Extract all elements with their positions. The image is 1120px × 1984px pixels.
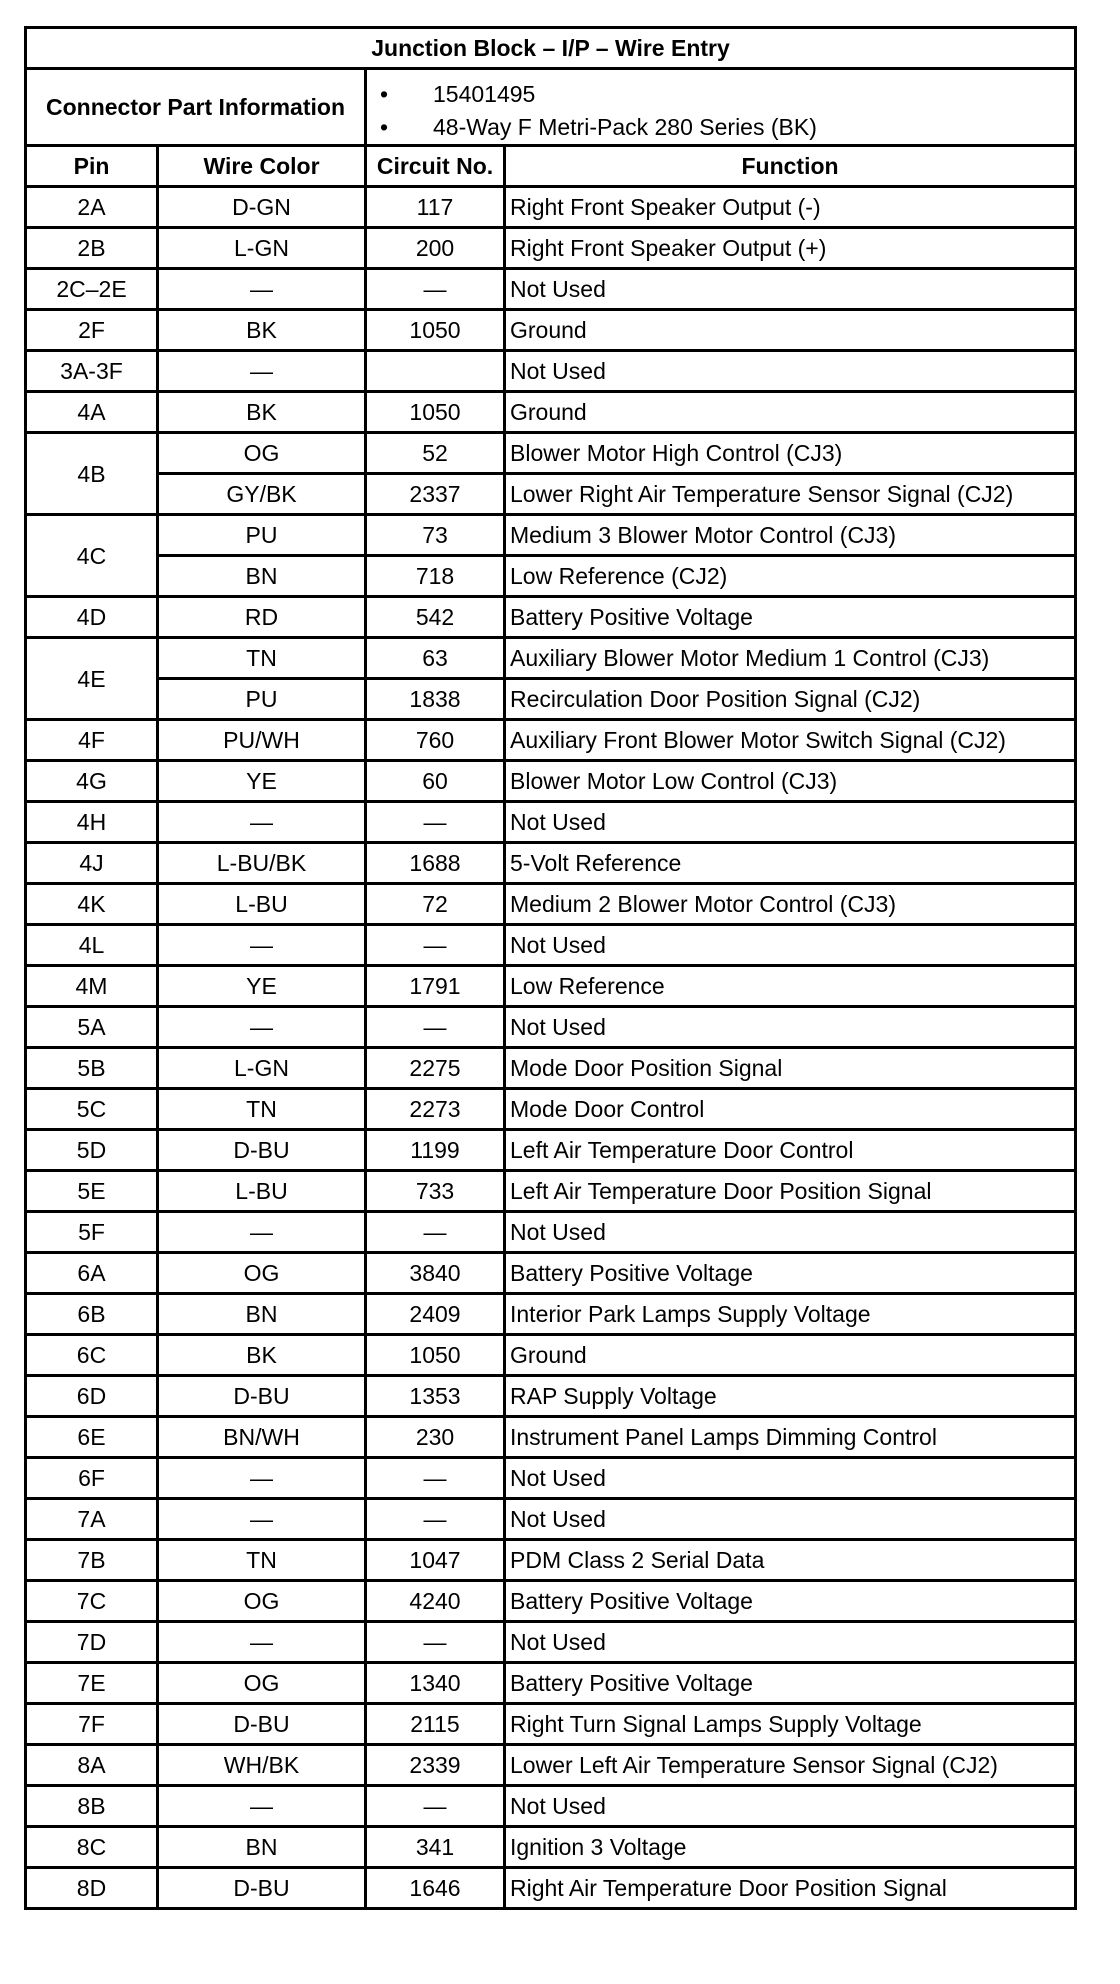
function-cell: Medium 2 Blower Motor Control (CJ3)	[505, 884, 1076, 925]
wire-color-cell: —	[158, 269, 366, 310]
table-row	[26, 269, 1076, 310]
circuit-cell: —	[366, 269, 505, 310]
wire-color-cell: —	[158, 351, 366, 392]
part-info-label: Connector Part Information	[26, 69, 366, 146]
function-cell: Instrument Panel Lamps Dimming Control	[505, 1417, 1076, 1458]
pin-cell: 4F	[26, 720, 158, 761]
wire-color-cell: L-BU	[158, 884, 366, 925]
function-cell: PDM Class 2 Serial Data	[505, 1540, 1076, 1581]
function-cell: RAP Supply Voltage	[505, 1376, 1076, 1417]
pin-cell: 2C–2E	[26, 269, 158, 310]
table-row	[26, 474, 1076, 515]
function-cell: Not Used	[505, 925, 1076, 966]
wire-color-cell: TN	[158, 1540, 366, 1581]
table-row	[26, 1048, 1076, 1089]
pin-cell: 4C	[26, 515, 158, 597]
function-cell: Ground	[505, 1335, 1076, 1376]
circuit-cell: 117	[366, 187, 505, 228]
table-row	[26, 187, 1076, 228]
circuit-cell: —	[366, 802, 505, 843]
pin-cell: 5E	[26, 1171, 158, 1212]
circuit-cell: 1838	[366, 679, 505, 720]
table-row	[26, 1335, 1076, 1376]
wire-color-cell: YE	[158, 761, 366, 802]
wire-color-cell: PU/WH	[158, 720, 366, 761]
function-cell: Low Reference	[505, 966, 1076, 1007]
circuit-cell: 63	[366, 638, 505, 679]
wire-color-cell: —	[158, 1007, 366, 1048]
circuit-cell	[366, 351, 505, 392]
function-cell: Left Air Temperature Door Position Signal	[505, 1171, 1076, 1212]
circuit-cell: 60	[366, 761, 505, 802]
column-header-circuit: Circuit No.	[366, 146, 505, 187]
function-cell: Battery Positive Voltage	[505, 1253, 1076, 1294]
circuit-cell: 200	[366, 228, 505, 269]
pin-cell: 4K	[26, 884, 158, 925]
wire-color-cell: RD	[158, 597, 366, 638]
wire-color-cell: BK	[158, 392, 366, 433]
pin-cell: 7F	[26, 1704, 158, 1745]
wire-color-cell: BN	[158, 1294, 366, 1335]
circuit-cell: 1050	[366, 392, 505, 433]
table-row	[26, 228, 1076, 269]
table-row	[26, 1458, 1076, 1499]
pin-cell: 4L	[26, 925, 158, 966]
pin-cell: 5A	[26, 1007, 158, 1048]
circuit-cell: 2273	[366, 1089, 505, 1130]
wire-color-cell: OG	[158, 433, 366, 474]
table-row	[26, 1827, 1076, 1868]
table-row	[26, 433, 1076, 474]
wire-color-cell: GY/BK	[158, 474, 366, 515]
circuit-cell: 52	[366, 433, 505, 474]
wire-color-cell: BN	[158, 1827, 366, 1868]
column-header-wire-color: Wire Color	[158, 146, 366, 187]
table-row	[26, 1417, 1076, 1458]
pin-cell: 4M	[26, 966, 158, 1007]
circuit-cell: 1340	[366, 1663, 505, 1704]
wire-color-cell: —	[158, 802, 366, 843]
wire-color-cell: —	[158, 1458, 366, 1499]
table-row	[26, 1294, 1076, 1335]
wire-color-cell: —	[158, 1786, 366, 1827]
pin-cell: 7A	[26, 1499, 158, 1540]
function-cell: Interior Park Lamps Supply Voltage	[505, 1294, 1076, 1335]
table-row	[26, 1253, 1076, 1294]
function-cell: Not Used	[505, 1786, 1076, 1827]
pin-cell: 7C	[26, 1581, 158, 1622]
pin-cell: 8D	[26, 1868, 158, 1909]
pin-cell: 7D	[26, 1622, 158, 1663]
function-cell: Ignition 3 Voltage	[505, 1827, 1076, 1868]
table-row	[26, 515, 1076, 556]
wire-color-cell: YE	[158, 966, 366, 1007]
wire-color-cell: —	[158, 1622, 366, 1663]
pin-cell: 4D	[26, 597, 158, 638]
table-row	[26, 351, 1076, 392]
table-row	[26, 884, 1076, 925]
circuit-cell: 3840	[366, 1253, 505, 1294]
part-info-cell	[366, 69, 1076, 146]
circuit-cell: 230	[366, 1417, 505, 1458]
pin-cell: 5C	[26, 1089, 158, 1130]
function-cell: Low Reference (CJ2)	[505, 556, 1076, 597]
function-cell: Right Air Temperature Door Position Signal	[505, 1868, 1076, 1909]
pin-cell: 4H	[26, 802, 158, 843]
wire-color-cell: L-GN	[158, 1048, 366, 1089]
circuit-cell: 73	[366, 515, 505, 556]
table-row	[26, 1007, 1076, 1048]
pin-cell: 7E	[26, 1663, 158, 1704]
table-row	[26, 597, 1076, 638]
wire-color-cell: PU	[158, 679, 366, 720]
wire-color-cell: BN	[158, 556, 366, 597]
pin-cell: 8B	[26, 1786, 158, 1827]
wire-color-cell: L-GN	[158, 228, 366, 269]
pin-cell: 3A-3F	[26, 351, 158, 392]
pin-cell: 4G	[26, 761, 158, 802]
circuit-cell: 542	[366, 597, 505, 638]
table-row	[26, 1171, 1076, 1212]
table-title: Junction Block – I/P – Wire Entry	[26, 28, 1076, 69]
table-row	[26, 310, 1076, 351]
table-row	[26, 1704, 1076, 1745]
part-number: • 15401495	[433, 78, 1070, 111]
wire-color-cell: BK	[158, 310, 366, 351]
pin-cell: 7B	[26, 1540, 158, 1581]
wire-color-cell: OG	[158, 1253, 366, 1294]
function-cell: Lower Left Air Temperature Sensor Signal (CJ2)	[505, 1745, 1076, 1786]
function-cell: Right Front Speaker Output (+)	[505, 228, 1076, 269]
pin-cell: 8A	[26, 1745, 158, 1786]
circuit-cell: —	[366, 1458, 505, 1499]
wire-color-cell: L-BU	[158, 1171, 366, 1212]
pin-cell: 2A	[26, 187, 158, 228]
circuit-cell: —	[366, 1786, 505, 1827]
function-cell: Auxiliary Blower Motor Medium 1 Control (CJ3)	[505, 638, 1076, 679]
column-header-function: Function	[505, 146, 1076, 187]
circuit-cell: 2115	[366, 1704, 505, 1745]
pin-cell: 5B	[26, 1048, 158, 1089]
table-row	[26, 679, 1076, 720]
wire-color-cell: OG	[158, 1663, 366, 1704]
circuit-cell: —	[366, 925, 505, 966]
circuit-cell: 718	[366, 556, 505, 597]
table-row	[26, 1663, 1076, 1704]
function-cell: Not Used	[505, 802, 1076, 843]
connector-table	[24, 26, 1077, 1910]
circuit-cell: —	[366, 1007, 505, 1048]
function-cell: Auxiliary Front Blower Motor Switch Signal (CJ2)	[505, 720, 1076, 761]
circuit-cell: 760	[366, 720, 505, 761]
table-row	[26, 1089, 1076, 1130]
circuit-cell: 1646	[366, 1868, 505, 1909]
circuit-cell: 1199	[366, 1130, 505, 1171]
circuit-cell: 1050	[366, 1335, 505, 1376]
table-row	[26, 720, 1076, 761]
function-cell: Blower Motor Low Control (CJ3)	[505, 761, 1076, 802]
circuit-cell: 1688	[366, 843, 505, 884]
pin-cell: 2F	[26, 310, 158, 351]
function-cell: Ground	[505, 392, 1076, 433]
wire-color-cell: L-BU/BK	[158, 843, 366, 884]
wire-color-cell: TN	[158, 1089, 366, 1130]
pin-cell: 5D	[26, 1130, 158, 1171]
function-cell: Right Front Speaker Output (-)	[505, 187, 1076, 228]
function-cell: Not Used	[505, 1499, 1076, 1540]
pin-cell: 4B	[26, 433, 158, 515]
part-info-list	[371, 78, 1070, 144]
table-row	[26, 392, 1076, 433]
function-cell: Not Used	[505, 269, 1076, 310]
header-row	[26, 146, 1076, 187]
wire-color-cell: D-BU	[158, 1868, 366, 1909]
pin-cell: 6F	[26, 1458, 158, 1499]
table-row	[26, 1581, 1076, 1622]
function-cell: Not Used	[505, 1458, 1076, 1499]
part-info-row	[26, 69, 1076, 146]
pin-cell: 6D	[26, 1376, 158, 1417]
wire-color-cell: D-BU	[158, 1130, 366, 1171]
pin-cell: 5F	[26, 1212, 158, 1253]
function-cell: Ground	[505, 310, 1076, 351]
table-row	[26, 1868, 1076, 1909]
wire-color-cell: BN/WH	[158, 1417, 366, 1458]
table-row	[26, 638, 1076, 679]
pin-cell: 2B	[26, 228, 158, 269]
pin-cell: 4A	[26, 392, 158, 433]
circuit-cell: 341	[366, 1827, 505, 1868]
function-cell: Not Used	[505, 1212, 1076, 1253]
wire-color-cell: WH/BK	[158, 1745, 366, 1786]
table-row	[26, 1745, 1076, 1786]
wire-color-cell: —	[158, 1499, 366, 1540]
wire-color-cell: D-BU	[158, 1704, 366, 1745]
function-cell: Not Used	[505, 1622, 1076, 1663]
table-row	[26, 802, 1076, 843]
wire-color-cell: D-BU	[158, 1376, 366, 1417]
pin-cell: 8C	[26, 1827, 158, 1868]
circuit-cell: —	[366, 1499, 505, 1540]
function-cell: Medium 3 Blower Motor Control (CJ3)	[505, 515, 1076, 556]
pin-cell: 4E	[26, 638, 158, 720]
table-row	[26, 761, 1076, 802]
function-cell: Mode Door Control	[505, 1089, 1076, 1130]
pin-cell: 6B	[26, 1294, 158, 1335]
column-header-pin: Pin	[26, 146, 158, 187]
table-row	[26, 1540, 1076, 1581]
function-cell: Not Used	[505, 351, 1076, 392]
table-row	[26, 1212, 1076, 1253]
function-cell: Left Air Temperature Door Control	[505, 1130, 1076, 1171]
function-cell: Battery Positive Voltage	[505, 597, 1076, 638]
function-cell: Battery Positive Voltage	[505, 1581, 1076, 1622]
title-row	[26, 28, 1076, 69]
table-row	[26, 1376, 1076, 1417]
function-cell: Not Used	[505, 1007, 1076, 1048]
function-cell: Blower Motor High Control (CJ3)	[505, 433, 1076, 474]
wire-color-cell: OG	[158, 1581, 366, 1622]
circuit-cell: 4240	[366, 1581, 505, 1622]
circuit-cell: 2409	[366, 1294, 505, 1335]
table-row	[26, 556, 1076, 597]
wire-color-cell: —	[158, 925, 366, 966]
circuit-cell: 1353	[366, 1376, 505, 1417]
pin-cell: 6A	[26, 1253, 158, 1294]
table-row	[26, 843, 1076, 884]
table-row	[26, 1622, 1076, 1663]
wire-color-cell: TN	[158, 638, 366, 679]
circuit-cell: 733	[366, 1171, 505, 1212]
circuit-cell: 2339	[366, 1745, 505, 1786]
circuit-cell: —	[366, 1212, 505, 1253]
function-cell: Mode Door Position Signal	[505, 1048, 1076, 1089]
function-cell: Right Turn Signal Lamps Supply Voltage	[505, 1704, 1076, 1745]
circuit-cell: —	[366, 1622, 505, 1663]
circuit-cell: 1791	[366, 966, 505, 1007]
circuit-cell: 2275	[366, 1048, 505, 1089]
wire-color-cell: —	[158, 1212, 366, 1253]
circuit-cell: 1047	[366, 1540, 505, 1581]
function-cell: Recirculation Door Position Signal (CJ2)	[505, 679, 1076, 720]
pin-cell: 4J	[26, 843, 158, 884]
wire-color-cell: D-GN	[158, 187, 366, 228]
connector-description: • 48-Way F Metri-Pack 280 Series (BK)	[433, 111, 1070, 144]
circuit-cell: 1050	[366, 310, 505, 351]
table-row	[26, 966, 1076, 1007]
table-row	[26, 925, 1076, 966]
table-row	[26, 1130, 1076, 1171]
wire-color-cell: PU	[158, 515, 366, 556]
circuit-cell: 72	[366, 884, 505, 925]
pin-cell: 6E	[26, 1417, 158, 1458]
table-row	[26, 1499, 1076, 1540]
pin-cell: 6C	[26, 1335, 158, 1376]
function-cell: 5-Volt Reference	[505, 843, 1076, 884]
wire-color-cell: BK	[158, 1335, 366, 1376]
function-cell: Battery Positive Voltage	[505, 1663, 1076, 1704]
table-row	[26, 1786, 1076, 1827]
circuit-cell: 2337	[366, 474, 505, 515]
function-cell: Lower Right Air Temperature Sensor Signal (CJ2)	[505, 474, 1076, 515]
